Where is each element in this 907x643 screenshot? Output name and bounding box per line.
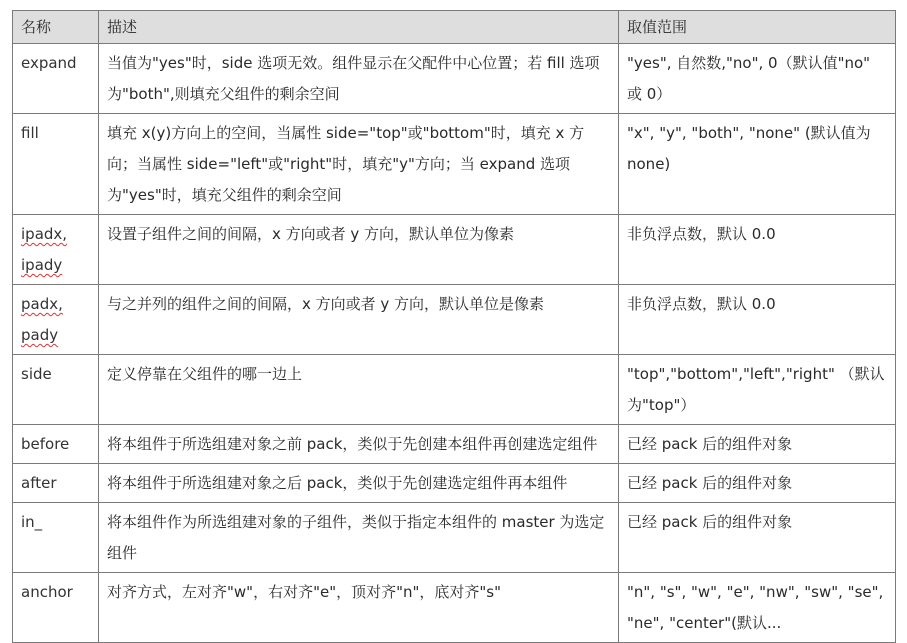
option-name-second: pady	[21, 326, 59, 344]
option-name-cell	[13, 355, 99, 425]
pack-options-table-container	[12, 10, 895, 643]
table-row	[13, 285, 896, 355]
option-name: ipadx,	[21, 225, 68, 243]
pack-options-table	[12, 10, 896, 643]
table-row	[13, 503, 896, 573]
option-description: 将本组件作为所选组建对象的子组件，类似于指定本组件的 master 为选定组件	[99, 503, 619, 573]
option-name: in_	[21, 513, 43, 531]
header-value-range: 取值范围	[619, 11, 896, 44]
option-description: 当值为"yes"时，side 选项无效。组件显示在父配件中心位置；若 fill 选项为"both",则填充父组件的剩余空间	[99, 44, 619, 114]
option-name: anchor	[21, 583, 73, 601]
option-name: after	[21, 474, 57, 492]
table-header-row	[13, 11, 896, 44]
option-description: 将本组件于所选组建对象之前 pack，类似于先创建本组件再创建选定组件	[99, 425, 619, 464]
option-value-range: "top","bottom","left","right" （默认为"top"）	[619, 355, 896, 425]
option-name-cell	[13, 215, 99, 285]
option-name-cell	[13, 114, 99, 215]
table-row	[13, 355, 896, 425]
option-name: side	[21, 365, 52, 383]
option-description: 与之并列的组件之间的间隔，x 方向或者 y 方向，默认单位是像素	[99, 285, 619, 355]
table-row	[13, 425, 896, 464]
option-name: before	[21, 435, 70, 453]
option-name-cell	[13, 285, 99, 355]
option-name-cell	[13, 425, 99, 464]
table-row	[13, 573, 896, 643]
table-row	[13, 114, 896, 215]
table-row	[13, 464, 896, 503]
option-description: 将本组件于所选组建对象之后 pack，类似于先创建选定组件再本组件	[99, 464, 619, 503]
option-description: 定义停靠在父组件的哪一边上	[99, 355, 619, 425]
table-row	[13, 215, 896, 285]
option-name: fill	[21, 124, 39, 142]
option-value-range: "x", "y", "both", "none" (默认值为 none)	[619, 114, 896, 215]
header-name: 名称	[13, 11, 99, 44]
option-value-range: 已经 pack 后的组件对象	[619, 425, 896, 464]
option-name-cell	[13, 44, 99, 114]
option-value-range: 非负浮点数，默认 0.0	[619, 285, 896, 355]
option-name: expand	[21, 54, 77, 72]
option-value-range: "yes", 自然数,"no", 0（默认值"no" 或 0）	[619, 44, 896, 114]
option-value-range: 非负浮点数，默认 0.0	[619, 215, 896, 285]
table-row	[13, 44, 896, 114]
option-name-cell	[13, 464, 99, 503]
option-name-cell	[13, 573, 99, 643]
option-name-cell	[13, 503, 99, 573]
option-name-second: ipady	[21, 256, 63, 274]
option-name: padx,	[21, 295, 63, 313]
option-description: 填充 x(y)方向上的空间，当属性 side="top"或"bottom"时，填充 x 方向；当属性 side="left"或"right"时，填充"y"方向；当 expand 选项为"yes"时，填充父组件的剩余空间	[99, 114, 619, 215]
option-value-range: 已经 pack 后的组件对象	[619, 464, 896, 503]
option-value-range: "n", "s", "w", "e", "nw", "sw", "se", "ne", "center"(默认...	[619, 573, 896, 643]
header-description: 描述	[99, 11, 619, 44]
option-value-range: 已经 pack 后的组件对象	[619, 503, 896, 573]
option-description: 设置子组件之间的间隔，x 方向或者 y 方向，默认单位为像素	[99, 215, 619, 285]
option-description: 对齐方式，左对齐"w"，右对齐"e"，顶对齐"n"，底对齐"s"	[99, 573, 619, 643]
